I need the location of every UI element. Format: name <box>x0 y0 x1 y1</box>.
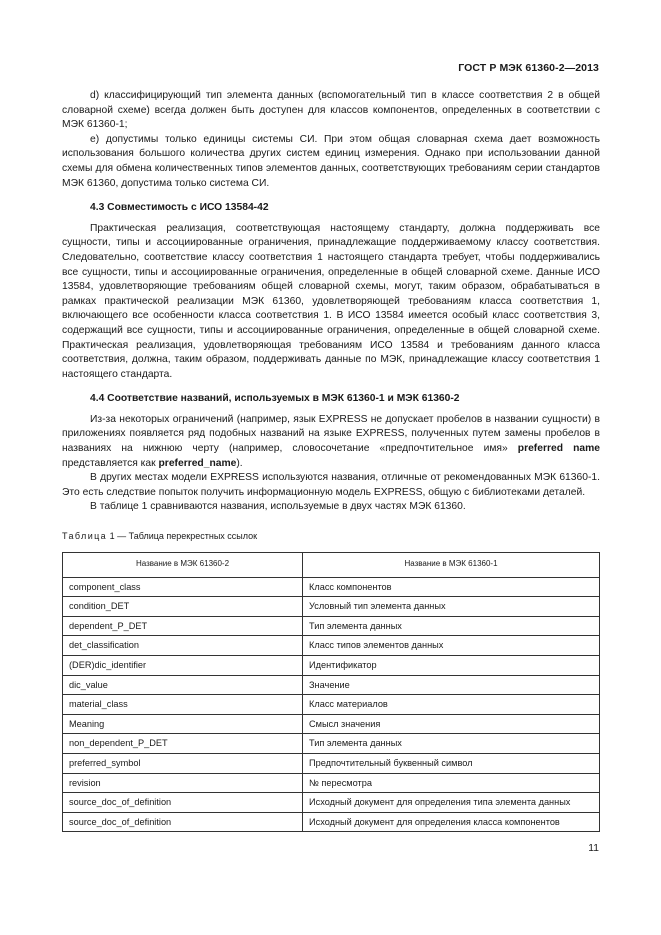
table-caption-text: 1 — Таблица перекрестных ссылок <box>109 531 258 542</box>
cell-name-61360-1: Класс материалов <box>303 695 600 715</box>
table-row <box>63 577 600 597</box>
cell-name-61360-2: Meaning <box>63 714 303 734</box>
cell-name-61360-1: Исходный документ для определения типа элемента данных <box>303 793 600 813</box>
cell-name-61360-2: dic_value <box>63 675 303 695</box>
term-preferred-name-underscore: preferred_name <box>158 457 237 469</box>
table-row <box>63 675 600 695</box>
paragraph-item-e: e) допустимы только единицы системы СИ. При этом общая словарная схема дает возможность использования большого количества других систем единиц измерения. Однако при использовании данной схемы для обмена количественных типов элементов данных, соответствующих требованиям серии стандартов МЭК 61360, допустима только система СИ. <box>62 133 600 189</box>
cell-name-61360-2: source_doc_of_definition <box>63 793 303 813</box>
table-row <box>63 714 600 734</box>
page-number: 11 <box>588 843 599 854</box>
cell-name-61360-1: Условный тип элемента данных <box>303 597 600 617</box>
table-row <box>63 753 600 773</box>
cell-name-61360-2: dependent_P_DET <box>63 616 303 636</box>
cell-name-61360-1: Тип элемента данных <box>303 734 600 754</box>
paragraph-compatibility: Практическая реализация, соответствующая настоящему стандарту, должна поддерживать все сущности, типы и ассоциированные ограничения, принадлежащие поддерживаемому классу соответствия. Следовательно, соответствие классу соответствия 1 настоящего стандарта требует, чтобы поддерживались все сущности, типы и ассоциированные ограничения, определенные в общей словарной схеме. Данные ИСО 13584, удовлетворяющие требованиям общей словарной схемы, могут, таким образом, обрабатываться в рамках практической реализации МЭК 61360, удовлетворяющей требованиям класса соответствия 1, включающего все особенности класса соответствия 1. В ИСО 13584 имеется особый класс соответствия 3, содержащий все сущности, типы и ассоциированные ограничения, определенные в общей словарной схеме. Практическая реализация, удовлетворяющая требованиям ИСО 13584 и требованиям данного класса соответствия, должна, таким образом, поддерживать данные по МЭК, принадлежащие классу соответствия 1 настоящего стандарта. <box>62 222 600 380</box>
term-preferred-name: preferred name <box>517 443 600 455</box>
cell-name-61360-1: № пересмотра <box>303 773 600 793</box>
table-row <box>63 695 600 715</box>
table-row <box>63 656 600 676</box>
table-row <box>63 616 600 636</box>
table-caption-label: Таблица <box>62 531 108 542</box>
table-row <box>63 793 600 813</box>
table-row <box>63 812 600 832</box>
cell-name-61360-2: det_classification <box>63 636 303 656</box>
cell-name-61360-1: Идентификатор <box>303 656 600 676</box>
section-heading-4-4: 4.4 Соответствие названий, используемых в МЭК 61360-1 и МЭК 61360-2 <box>90 393 460 405</box>
cell-name-61360-1: Класс типов элементов данных <box>303 636 600 656</box>
express-names-text-3: ). <box>236 457 243 469</box>
table-row <box>63 734 600 754</box>
cell-name-61360-1: Класс компонентов <box>303 577 600 597</box>
table-header-row <box>63 552 600 577</box>
cell-name-61360-1: Значение <box>303 675 600 695</box>
express-names-text-2: представляется как <box>62 457 156 469</box>
express-names-text: Из-за некоторых ограничений (например, язык EXPRESS не допускает пробелов в названии сущности) в приложениях появляется ряд подобных названий на языке EXPRESS, полученных путем замены пробелов в названиях на нижнюю черту (например, словосочетание «предпочтительное имя» <box>62 413 600 455</box>
column-header-61360-1: Название в МЭК 61360-1 <box>303 552 600 577</box>
table-row <box>63 597 600 617</box>
cell-name-61360-1: Исходный документ для определения класса компонентов <box>303 812 600 832</box>
cell-name-61360-2: component_class <box>63 577 303 597</box>
cell-name-61360-1: Предпочтительный буквенный символ <box>303 753 600 773</box>
document-header: ГОСТ Р МЭК 61360-2—2013 <box>458 62 599 74</box>
cell-name-61360-2: condition_DET <box>63 597 303 617</box>
column-header-61360-2: Название в МЭК 61360-2 <box>63 552 303 577</box>
table-body <box>63 577 600 832</box>
cell-name-61360-2: (DER)dic_identifier <box>63 656 303 676</box>
cell-name-61360-2: preferred_symbol <box>63 753 303 773</box>
table-row <box>63 636 600 656</box>
cross-reference-table <box>62 552 600 833</box>
cell-name-61360-2: non_dependent_P_DET <box>63 734 303 754</box>
document-body <box>62 89 600 832</box>
table-row <box>63 773 600 793</box>
cell-name-61360-2: revision <box>63 773 303 793</box>
section-heading-4-3: 4.3 Совместимость с ИСО 13584-42 <box>90 202 269 214</box>
paragraph-express-names <box>62 413 600 471</box>
table-caption <box>62 529 600 544</box>
cell-name-61360-1: Тип элемента данных <box>303 616 600 636</box>
cell-name-61360-2: source_doc_of_definition <box>63 812 303 832</box>
paragraph-other-names: В других местах модели EXPRESS используются названия, отличные от рекомендованных МЭК 61360-1. Это есть следствие попыток получить информационную модель EXPRESS, общую с библиотеками деталей. <box>62 472 600 498</box>
cell-name-61360-1: Смысл значения <box>303 714 600 734</box>
paragraph-table-intro: В таблице 1 сравниваются названия, используемые в двух частях МЭК 61360. <box>90 501 466 513</box>
cell-name-61360-2: material_class <box>63 695 303 715</box>
paragraph-item-d: d) классифицирующий тип элемента данных (вспомогательный тип в классе соответствия 2 в общей словарной схеме) всегда должен быть доступен для классов компонентов, определенных в соответствии с МЭК 61360-1; <box>62 90 600 131</box>
